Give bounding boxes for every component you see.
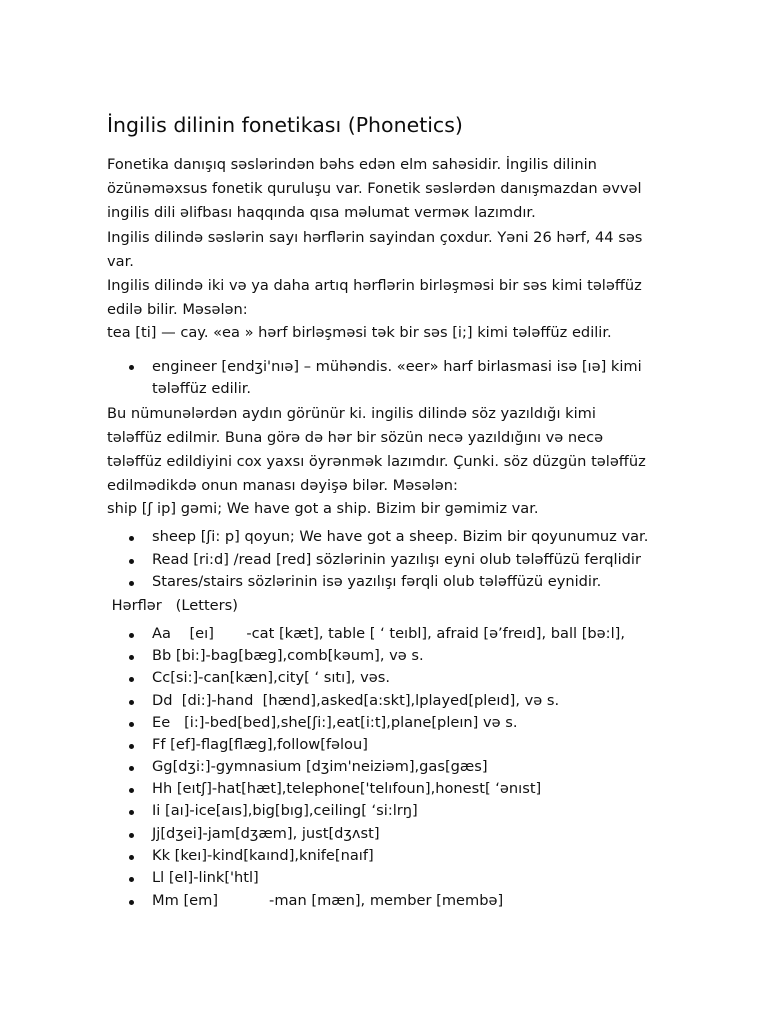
bullet-dot — [129, 365, 134, 370]
bullet-dot — [129, 536, 134, 541]
bullet-item: sheep [ʃi: p] qoyun; We have got a sheep. Bizim bir qoyunumuz var. — [152, 528, 649, 545]
bullet-dot — [129, 833, 134, 838]
letter-item-ff: Ff [ef]-flag[flæg],follow[fəlou] — [152, 736, 368, 753]
letter-item-cc: Cc[si:]-can[kæn],city[ ‘ sıtı], vəs. — [152, 669, 391, 686]
letter-item-ll: Ll [el]-link['htl] — [152, 869, 259, 886]
bullet-dot — [129, 700, 134, 705]
bullet-dot — [129, 900, 134, 905]
intro-line: özünəməxsus fonetik quruluşu var. Fonetik səslərdən danışmazdan əvvəl — [107, 180, 642, 197]
bullet-dot — [129, 559, 134, 564]
paragraph-line: edilmədikdə onun manası dəyişə bilər. Məsələn: — [107, 477, 458, 494]
paragraph-line: tələffüz edilmir. Buna görə də hər bir sözün necə yazıldığını və necə — [107, 429, 604, 446]
intro-line: ingilis dili əlifbası haqqında qısa məlumat verməк lazımdır. — [107, 204, 536, 221]
letter-item-aa: Aa [eı] -cat [kæt], table [ ‘ teıbl], afraid [ə’freıd], ball [bə:l], — [152, 625, 625, 642]
bullet-dot — [129, 766, 134, 771]
bullet-engineer: engineer [endʒi'nıə] – mühəndis. «eer» harf birlasmasi isə [ıə] kimi — [152, 358, 642, 375]
intro-line: edilə bilir. Məsələn: — [107, 301, 248, 318]
letter-item-ii: Ii [aı]-ice[aıs],big[bıg],ceiling[ ‘si:lrŋ] — [152, 802, 418, 819]
bullet-item: Read [ri:d] /read [red] sözlərinin yazılışı eyni olub tələffüzü ferqlidir — [152, 551, 641, 568]
paragraph-line: Bu nümunələrdən aydın görünür ki. ingilis dilində söz yazıldığı kimi — [107, 405, 596, 422]
paragraph-line: tələffüz edildiyini cox yaxsı öyrənmək lazımdır. Çunki. söz düzgün tələffüz — [107, 453, 646, 470]
letter-item-hh: Hh [eıtʃ]-hat[hæt],telephone['telıfoun],honest[ ‘ənıst] — [152, 780, 542, 797]
bullet-dot — [129, 581, 134, 586]
letter-item-dd: Dd [di:]-hand [hænd],asked[a:skt],lplayed[pleıd], və s. — [152, 692, 560, 709]
letter-item-mm: Mm [em] -man [mæn], member [membə] — [152, 892, 504, 909]
bullet-dot — [129, 744, 134, 749]
letter-item-ee: Ee [i:]-bed[bed],she[ʃi:],eat[i:t],plane[pleın] və s. — [152, 714, 518, 731]
bullet-dot — [129, 655, 134, 660]
bullet-dot — [129, 855, 134, 860]
document-title: İngilis dilinin fonetikası (Phonetics) — [107, 113, 463, 137]
intro-line: tea [ti] — cay. «ea » hərf birləşməsi tək bir səs [i;] kimi tələffüz edilir. — [107, 324, 612, 341]
bullet-dot — [129, 722, 134, 727]
letter-item-gg: Gg[dʒi:]-gymnasium [dʒim'neiziəm],gas[gæs] — [152, 758, 488, 775]
intro-line: var. — [107, 253, 134, 270]
bullet-engineer-continuation: tələffüz edilir. — [152, 380, 252, 397]
intro-line: Fonetika danışıq səslərindən bəhs edən elm sahəsidir. İngilis dilinin — [107, 156, 597, 173]
letter-item-jj: Jj[dʒei]-jam[dʒæm], just[dʒʌst] — [152, 825, 380, 842]
paragraph-line: ship [ʃ ip] gəmi; We have got a ship. Bizim bir gəmimiz var. — [107, 500, 539, 517]
bullet-dot — [129, 633, 134, 638]
letters-heading: Hərflər (Letters) — [107, 597, 238, 614]
intro-line: Ingilis dilində səslərin sayı hərflərin sayindan çoxdur. Yəni 26 hərf, 44 səs — [107, 229, 643, 246]
bullet-item: Stares/stairs sözlərinin isə yazılışı fərqli olub tələffüzü eynidir. — [152, 573, 602, 590]
intro-line: Ingilis dilində iki və ya daha artıq hərflərin birləşməsi bir səs kimi tələffüz — [107, 277, 642, 294]
bullet-dot — [129, 810, 134, 815]
letter-item-bb: Bb [bi:]-bag[bæg],comb[kəum], və s. — [152, 647, 424, 664]
bullet-dot — [129, 788, 134, 793]
bullet-dot — [129, 877, 134, 882]
bullet-dot — [129, 677, 134, 682]
letter-item-kk: Kk [keı]-kind[kaınd],knife[naıf] — [152, 847, 374, 864]
